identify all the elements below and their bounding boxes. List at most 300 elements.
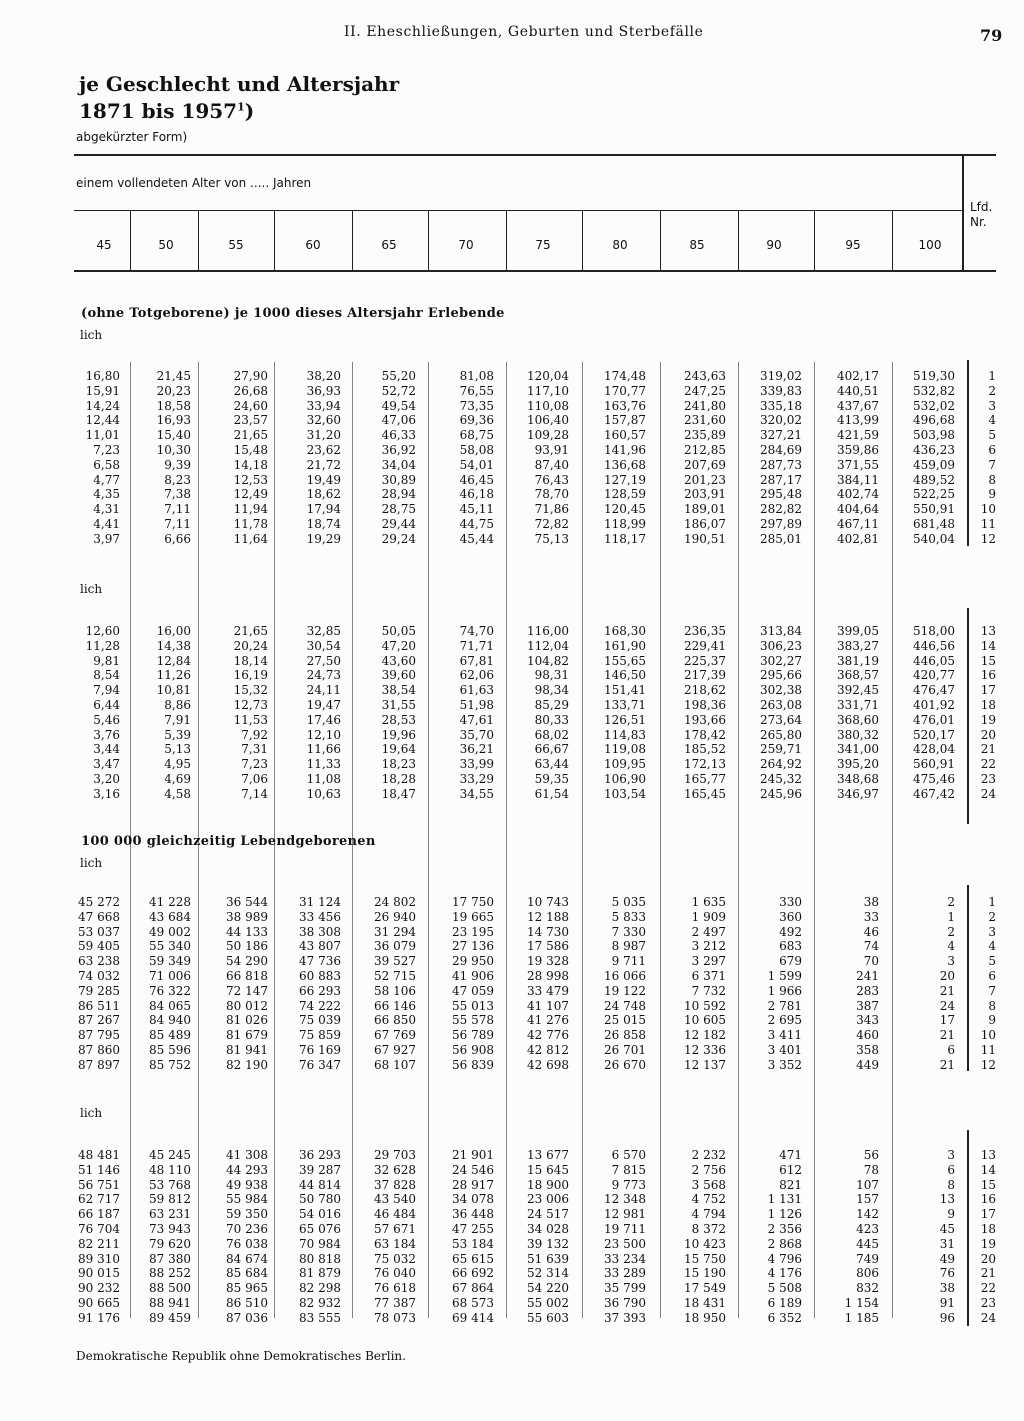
table-cell: 76	[939, 1266, 955, 1281]
table-cell: 59 350	[226, 1207, 268, 1222]
lfd-number: 18	[980, 1222, 996, 1236]
table-cell: 26 701	[604, 1043, 646, 1057]
table-cell: 21,45	[156, 369, 191, 383]
table-cell: 21	[939, 983, 955, 998]
table-cell: 38	[939, 1281, 955, 1296]
table-cell: 47 059	[452, 983, 494, 998]
table-cell: 9,81	[93, 653, 120, 668]
table-cell: 47 736	[299, 954, 341, 969]
table-cell: 11,01	[85, 428, 120, 443]
table-cell: 136,68	[604, 457, 646, 472]
table-cell: 6 189	[767, 1296, 802, 1310]
table-cell: 476,47	[913, 683, 955, 698]
table-cell: 4,41	[93, 517, 120, 531]
table-cell: 3 568	[691, 1177, 726, 1192]
table-cell: 42 812	[527, 1043, 569, 1057]
table-cell: 38 308	[299, 924, 341, 939]
lfd-number: 23	[980, 772, 996, 786]
table-cell: 380,32	[837, 727, 879, 742]
table-cell: 84 940	[149, 1013, 191, 1028]
table-cell: 236,35	[684, 624, 726, 638]
table-cell: 475,46	[913, 772, 955, 786]
table-cell: 7,11	[164, 502, 191, 517]
table-cell: 81 941	[226, 1043, 268, 1057]
table-cell: 67 864	[452, 1281, 494, 1296]
table-cell: 71,71	[459, 638, 494, 653]
lfd-number: 16	[980, 668, 996, 683]
column-header: 70	[458, 238, 474, 252]
lfd-number: 8	[988, 472, 996, 487]
col-divider	[892, 211, 893, 270]
table-cell: 3	[947, 954, 955, 969]
table-cell: 24,73	[306, 668, 341, 683]
table-cell: 18 950	[684, 1310, 726, 1325]
table-cell: 21	[939, 1028, 955, 1043]
lfd-number: 2	[988, 383, 996, 398]
table-cell: 78,70	[534, 487, 569, 502]
table-cell: 3 297	[691, 954, 726, 969]
table-cell: 24,60	[233, 398, 268, 413]
table-cell: 50 780	[299, 1192, 341, 1207]
table-cell: 259,71	[760, 742, 802, 757]
table-cell: 76 169	[299, 1043, 341, 1057]
table-cell: 88 941	[149, 1296, 191, 1310]
table-cell: 44 133	[226, 924, 268, 939]
lfd-number: 9	[988, 1013, 996, 1028]
table-cell: 18,14	[233, 653, 268, 668]
table-cell: 522,25	[913, 487, 955, 502]
table-cell: 27 136	[452, 939, 494, 954]
column-header: 55	[228, 238, 244, 252]
table-cell: 66,67	[534, 742, 569, 757]
table-cell: 46,45	[459, 472, 494, 487]
table-cell: 20,23	[156, 383, 191, 398]
table-cell: 83 555	[299, 1310, 341, 1325]
table-cell: 392,45	[837, 683, 879, 698]
table-cell: 2 356	[767, 1222, 802, 1236]
table-cell: 34,04	[381, 457, 416, 472]
table-cell: 36 790	[604, 1296, 646, 1310]
table-cell: 87 036	[226, 1310, 268, 1325]
table-cell: 297,89	[760, 517, 802, 531]
table-cell: 19 122	[604, 983, 646, 998]
table-cell: 87 897	[78, 1057, 120, 1072]
table-cell: 56	[863, 1148, 879, 1162]
table-cell: 74 032	[78, 969, 120, 983]
table-cell: 1 966	[767, 983, 802, 998]
table-cell: 114,83	[604, 727, 646, 742]
table-cell: 681,48	[913, 517, 955, 531]
table-cell: 346,97	[837, 786, 879, 801]
table-cell: 3 401	[767, 1043, 802, 1057]
lfd-number: 4	[988, 939, 996, 954]
col-divider	[660, 211, 661, 270]
table-cell: 52 314	[527, 1266, 569, 1281]
table-cell: 11,08	[306, 772, 341, 786]
table-cell: 10 605	[684, 1013, 726, 1028]
table-cell: 69 414	[452, 1310, 494, 1325]
lfd-number: 23	[980, 1296, 996, 1310]
table-cell: 59 812	[149, 1192, 191, 1207]
table-cell: 6,44	[93, 698, 120, 712]
table-cell: 55 002	[527, 1296, 569, 1310]
subsection-label: lich	[80, 582, 103, 596]
title-years: 1871 bis 1957	[79, 99, 238, 123]
table-cell: 3 352	[767, 1057, 802, 1072]
table-cell: 12,49	[233, 487, 268, 502]
table-cell: 53 037	[78, 924, 120, 939]
table-cell: 85,29	[534, 698, 569, 712]
table-cell: 7,91	[164, 712, 191, 727]
table-cell: 302,38	[760, 683, 802, 698]
table-cell: 4 796	[767, 1251, 802, 1266]
table-cell: 612	[779, 1162, 802, 1177]
table-cell: 116,00	[527, 624, 569, 638]
table-cell: 19,96	[381, 727, 416, 742]
table-cell: 11,28	[85, 638, 120, 653]
lfd-number: 5	[988, 428, 996, 443]
table-cell: 11,78	[233, 517, 268, 531]
table-cell: 4 794	[691, 1207, 726, 1222]
table-cell: 11,33	[306, 757, 341, 772]
table-cell: 283	[856, 983, 879, 998]
table-cell: 41 308	[226, 1148, 268, 1162]
table-cell: 3 411	[767, 1028, 802, 1043]
lfd-number: 17	[980, 683, 996, 698]
table-cell: 6	[947, 1162, 955, 1177]
table-cell: 63 238	[78, 954, 120, 969]
lfd-number: 3	[988, 398, 996, 413]
table-cell: 16,80	[85, 369, 120, 383]
lfd-number: 12	[980, 531, 996, 546]
table-cell: 4 176	[767, 1266, 802, 1281]
table-cell: 383,27	[837, 638, 879, 653]
table-cell: 12,44	[85, 413, 120, 428]
table-cell: 32 628	[374, 1162, 416, 1177]
table-cell: 10,81	[156, 683, 191, 698]
table-cell: 399,05	[837, 624, 879, 638]
table-cell: 38	[863, 895, 879, 909]
table-cell: 80 012	[226, 998, 268, 1013]
table-cell: 404,64	[837, 502, 879, 517]
col-divider	[738, 211, 739, 270]
table-cell: 76 618	[374, 1281, 416, 1296]
table-cell: 44,75	[459, 517, 494, 531]
table-cell: 273,64	[760, 712, 802, 727]
table-cell: 395,20	[837, 757, 879, 772]
table-cell: 37 393	[604, 1310, 646, 1325]
table-cell: 12 348	[604, 1192, 646, 1207]
table-cell: 503,98	[913, 428, 955, 443]
lfd-number: 21	[980, 1266, 996, 1281]
table-cell: 423	[856, 1222, 879, 1236]
col-divider	[506, 211, 507, 270]
table-cell: 348,68	[837, 772, 879, 786]
table-cell: 560,91	[913, 757, 955, 772]
table-cell: 1	[947, 909, 955, 924]
table-cell: 532,82	[913, 383, 955, 398]
table-cell: 7 330	[611, 924, 646, 939]
table-cell: 163,76	[604, 398, 646, 413]
table-cell: 11,94	[233, 502, 268, 517]
table-cell: 170,77	[604, 383, 646, 398]
table-cell: 17 549	[684, 1281, 726, 1296]
table-cell: 65 076	[299, 1222, 341, 1236]
table-cell: 82 211	[78, 1236, 120, 1251]
lfd-number: 1	[988, 895, 996, 909]
lfd-number: 11	[980, 517, 996, 531]
table-cell: 9,39	[164, 457, 191, 472]
table-cell: 8,54	[93, 668, 120, 683]
table-cell: 440,51	[837, 383, 879, 398]
table-cell: 532,02	[913, 398, 955, 413]
table-cell: 76 322	[149, 983, 191, 998]
table-cell: 29 703	[374, 1148, 416, 1162]
table-cell: 93,91	[534, 443, 569, 457]
column-header: 45	[96, 238, 112, 252]
lfd-number: 10	[980, 502, 996, 517]
column-header: 80	[612, 238, 628, 252]
table-cell: 23,62	[306, 443, 341, 457]
table-cell: 71 006	[149, 969, 191, 983]
table-cell: 55 984	[226, 1192, 268, 1207]
table-cell: 10 743	[527, 895, 569, 909]
table-cell: 106,90	[604, 772, 646, 786]
table-cell: 17	[939, 1013, 955, 1028]
table-cell: 3,76	[93, 727, 120, 742]
table-cell: 8 372	[691, 1222, 726, 1236]
header-bottom-rule	[74, 270, 996, 272]
column-header: 85	[689, 238, 705, 252]
table-cell: 19,64	[381, 742, 416, 757]
table-cell: 8	[947, 1177, 955, 1192]
table-cell: 7 732	[691, 983, 726, 998]
table-cell: 387	[856, 998, 879, 1013]
table-cell: 82 932	[299, 1296, 341, 1310]
table-cell: 1 185	[844, 1310, 879, 1325]
table-cell: 77 387	[374, 1296, 416, 1310]
table-cell: 31 124	[299, 895, 341, 909]
table-cell: 49 002	[149, 924, 191, 939]
lfd-number: 10	[980, 1028, 996, 1043]
table-cell: 16 066	[604, 969, 646, 983]
lfd-number: 24	[980, 1310, 996, 1325]
table-cell: 33 479	[527, 983, 569, 998]
table-cell: 81 679	[226, 1028, 268, 1043]
table-cell: 36 079	[374, 939, 416, 954]
table-cell: 32,85	[306, 624, 341, 638]
table-cell: 87,40	[534, 457, 569, 472]
table-cell: 80,33	[534, 712, 569, 727]
table-cell: 3,47	[93, 757, 120, 772]
table-cell: 76 704	[78, 1222, 120, 1236]
table-cell: 174,48	[604, 369, 646, 383]
table-cell: 10,63	[306, 786, 341, 801]
table-cell: 51 146	[78, 1162, 120, 1177]
table-cell: 7,94	[93, 683, 120, 698]
table-cell: 245,32	[760, 772, 802, 786]
table-cell: 23 195	[452, 924, 494, 939]
table-cell: 26,68	[233, 383, 268, 398]
table-cell: 18,23	[381, 757, 416, 772]
title-close-paren: )	[244, 99, 255, 123]
table-cell: 263,08	[760, 698, 802, 712]
table-cell: 16,19	[233, 668, 268, 683]
table-cell: 89 310	[78, 1251, 120, 1266]
table-cell: 218,62	[684, 683, 726, 698]
table-cell: 56 908	[452, 1043, 494, 1057]
table-cell: 80 818	[299, 1251, 341, 1266]
table-cell: 24,11	[306, 683, 341, 698]
table-cell: 2 781	[767, 998, 802, 1013]
table-cell: 41 107	[527, 998, 569, 1013]
table-cell: 1 154	[844, 1296, 879, 1310]
table-cell: 229,41	[684, 638, 726, 653]
table-cell: 47 668	[78, 909, 120, 924]
table-cell: 518,00	[913, 624, 955, 638]
lfd-bar	[967, 608, 969, 824]
table-cell: 446,05	[913, 653, 955, 668]
lfd-bar	[967, 1130, 969, 1326]
table-cell: 90 232	[78, 1281, 120, 1296]
table-cell: 50,05	[381, 624, 416, 638]
table-cell: 67 769	[374, 1028, 416, 1043]
table-cell: 73 943	[149, 1222, 191, 1236]
table-cell: 1 635	[691, 895, 726, 909]
table-cell: 84 674	[226, 1251, 268, 1266]
table-cell: 39,60	[381, 668, 416, 683]
lfd-bar	[967, 885, 969, 1071]
table-cell: 10 423	[684, 1236, 726, 1251]
table-cell: 402,81	[837, 531, 879, 546]
lfd-header-line1: Lfd.	[970, 200, 993, 214]
table-cell: 23,57	[233, 413, 268, 428]
table-cell: 193,66	[684, 712, 726, 727]
table-cell: 449	[856, 1057, 879, 1072]
table-cell: 12 336	[684, 1043, 726, 1057]
table-cell: 8 987	[611, 939, 646, 954]
table-cell: 28,94	[381, 487, 416, 502]
table-cell: 2	[947, 895, 955, 909]
table-cell: 245,96	[760, 786, 802, 801]
table-cell: 19 711	[604, 1222, 646, 1236]
lfd-number: 15	[980, 653, 996, 668]
table-cell: 74	[863, 939, 879, 954]
table-cell: 21	[939, 1057, 955, 1072]
table-cell: 165,45	[684, 786, 726, 801]
table-cell: 45 245	[149, 1148, 191, 1162]
table-cell: 42 698	[527, 1057, 569, 1072]
table-cell: 5 035	[611, 895, 646, 909]
table-cell: 33 234	[604, 1251, 646, 1266]
table-cell: 29 950	[452, 954, 494, 969]
table-cell: 63 231	[149, 1207, 191, 1222]
table-cell: 5,39	[164, 727, 191, 742]
table-cell: 56 789	[452, 1028, 494, 1043]
table-cell: 401,92	[913, 698, 955, 712]
table-cell: 2 868	[767, 1236, 802, 1251]
table-cell: 79 620	[149, 1236, 191, 1251]
table-cell: 6 371	[691, 969, 726, 983]
lfd-number: 7	[988, 457, 996, 472]
age-spanner-header: einem vollendeten Alter von ..... Jahren	[76, 176, 312, 190]
table-cell: 302,27	[760, 653, 802, 668]
table-cell: 7,11	[164, 517, 191, 531]
lfd-number: 6	[988, 969, 996, 983]
table-cell: 39 527	[374, 954, 416, 969]
table-cell: 30,89	[381, 472, 416, 487]
table-cell: 18,62	[306, 487, 341, 502]
table-cell: 17,46	[306, 712, 341, 727]
table-cell: 42 776	[527, 1028, 569, 1043]
lfd-number: 22	[980, 1281, 996, 1296]
table-cell: 33	[863, 909, 879, 924]
table-cell: 492	[779, 924, 802, 939]
table-cell: 68 573	[452, 1296, 494, 1310]
table-cell: 24 802	[374, 895, 416, 909]
table-cell: 51 639	[527, 1251, 569, 1266]
table-cell: 96	[939, 1310, 955, 1325]
table-cell: 89 459	[149, 1310, 191, 1325]
lfd-number: 16	[980, 1192, 996, 1207]
table-cell: 12,10	[306, 727, 341, 742]
lfd-number: 15	[980, 1177, 996, 1192]
table-cell: 17 586	[527, 939, 569, 954]
col-divider	[428, 211, 429, 270]
table-cell: 343	[856, 1013, 879, 1028]
lfd-number: 6	[988, 443, 996, 457]
table-cell: 231,60	[684, 413, 726, 428]
table-cell: 21,65	[233, 624, 268, 638]
table-cell: 90 015	[78, 1266, 120, 1281]
table-cell: 7,23	[93, 443, 120, 457]
table-cell: 120,45	[604, 502, 646, 517]
table-cell: 119,08	[604, 742, 646, 757]
table-cell: 66 187	[78, 1207, 120, 1222]
table-cell: 198,36	[684, 698, 726, 712]
table-cell: 98,31	[534, 668, 569, 683]
lfd-number: 5	[988, 954, 996, 969]
table-cell: 85 684	[226, 1266, 268, 1281]
table-cell: 11,53	[233, 712, 268, 727]
table-cell: 14,38	[156, 638, 191, 653]
table-cell: 33 289	[604, 1266, 646, 1281]
section-title-probabilities: (ohne Totgeborene) je 1000 dieses Altersjahr Erlebende	[81, 306, 505, 321]
table-cell: 172,13	[684, 757, 726, 772]
table-cell: 50 186	[226, 939, 268, 954]
table-cell: 5 508	[767, 1281, 802, 1296]
table-cell: 120,04	[527, 369, 569, 383]
lfd-nr-header	[970, 200, 992, 230]
table-cell: 489,52	[913, 472, 955, 487]
table-cell: 201,23	[684, 472, 726, 487]
table-cell: 38 989	[226, 909, 268, 924]
table-cell: 56 751	[78, 1177, 120, 1192]
table-cell: 34 078	[452, 1192, 494, 1207]
table-cell: 806	[856, 1266, 879, 1281]
table-cell: 368,57	[837, 668, 879, 683]
table-cell: 4	[947, 939, 955, 954]
table-cell: 12,84	[156, 653, 191, 668]
lfd-number: 3	[988, 924, 996, 939]
table-cell: 86 510	[226, 1296, 268, 1310]
table-cell: 358	[856, 1043, 879, 1057]
table-cell: 13 677	[527, 1148, 569, 1162]
table-cell: 85 965	[226, 1281, 268, 1296]
lfd-number: 20	[980, 727, 996, 742]
table-cell: 69,36	[459, 413, 494, 428]
table-cell: 265,80	[760, 727, 802, 742]
